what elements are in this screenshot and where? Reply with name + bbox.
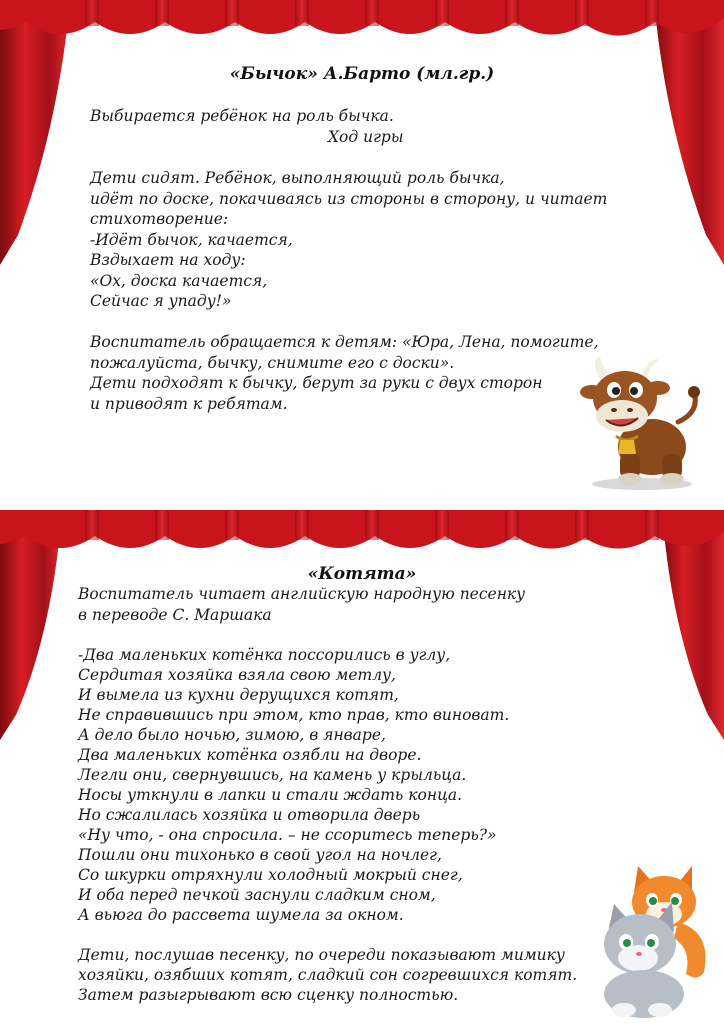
bull-calf-icon: [580, 352, 705, 492]
section-title: «Котята»: [307, 564, 417, 584]
text-line: А вьюга до рассвета шумела за окном.: [78, 906, 404, 924]
text-line: -Идёт бычок, качается,: [90, 231, 293, 249]
text-line: стихотворение:: [90, 210, 229, 228]
text-line: «Ну что, - она спросила. – не ссоритесь теперь?»: [78, 826, 497, 844]
two-kittens-icon: [594, 862, 722, 1022]
text-line: Затем разыгрывают всю сценку полностью.: [78, 986, 459, 1004]
text-line: «Ох, доска качается,: [90, 272, 268, 290]
text-line: пожалуйста, бычку, снимите его с доски».: [90, 354, 455, 372]
subheading: Ход игры: [328, 128, 404, 146]
section-title: «Бычок» А.Барто (мл.гр.): [229, 64, 495, 84]
text-line: И вымела из кухни дерущихся котят,: [78, 686, 399, 704]
text-line: Воспитатель обращается к детям: «Юра, Лена, помогите,: [90, 333, 599, 351]
text-line: Легли они, свернувшись, на камень у крыльца.: [78, 766, 467, 784]
text-line: Со шкурки отряхнули холодный мокрый снег,: [78, 866, 463, 884]
section-bychok: [0, 0, 724, 510]
text-line: Вздыхает на ходу:: [90, 251, 246, 269]
text-line: И оба перед печкой заснули сладким сном,: [78, 886, 436, 904]
text-line: идёт по доске, покачиваясь из стороны в сторону, и читает: [90, 190, 608, 208]
text-line: Дети, послушав песенку, по очереди показывают мимику: [78, 946, 565, 964]
text-line: Пошли они тихонько в свой угол на ночлег,: [78, 846, 442, 864]
text-line: в переводе С. Маршака: [78, 606, 272, 624]
text-line: -Два маленьких котёнка поссорились в углу,: [78, 646, 451, 664]
text-line: Дети сидят. Ребёнок, выполняющий роль бычка,: [90, 169, 505, 187]
text-line: хозяйки, озябших котят, сладкий сон согревшихся котят.: [78, 966, 578, 984]
text-line: Сейчас я упаду!»: [90, 292, 232, 310]
section-kotyata: [0, 510, 724, 1024]
text-line: Воспитатель читает английскую народную песенку: [78, 585, 526, 603]
text-line: Сердитая хозяйка взяла свою метлу,: [78, 666, 396, 684]
text-line: Два маленьких котёнка озябли на дворе.: [78, 746, 422, 764]
text-line: Носы уткнули в лапки и стали ждать конца.: [78, 786, 463, 804]
text-line: Не справившись при этом, кто прав, кто виноват.: [78, 706, 510, 724]
text-line: Но сжалилась хозяйка и отворила дверь: [78, 806, 421, 824]
text-line: Дети подходят к бычку, берут за руки с двух сторон: [90, 374, 543, 392]
text-line: и приводят к ребятам.: [90, 395, 288, 413]
intro-text: Выбирается ребёнок на роль бычка.: [90, 107, 394, 125]
text-line: А дело было ночью, зимою, в январе,: [78, 726, 386, 744]
